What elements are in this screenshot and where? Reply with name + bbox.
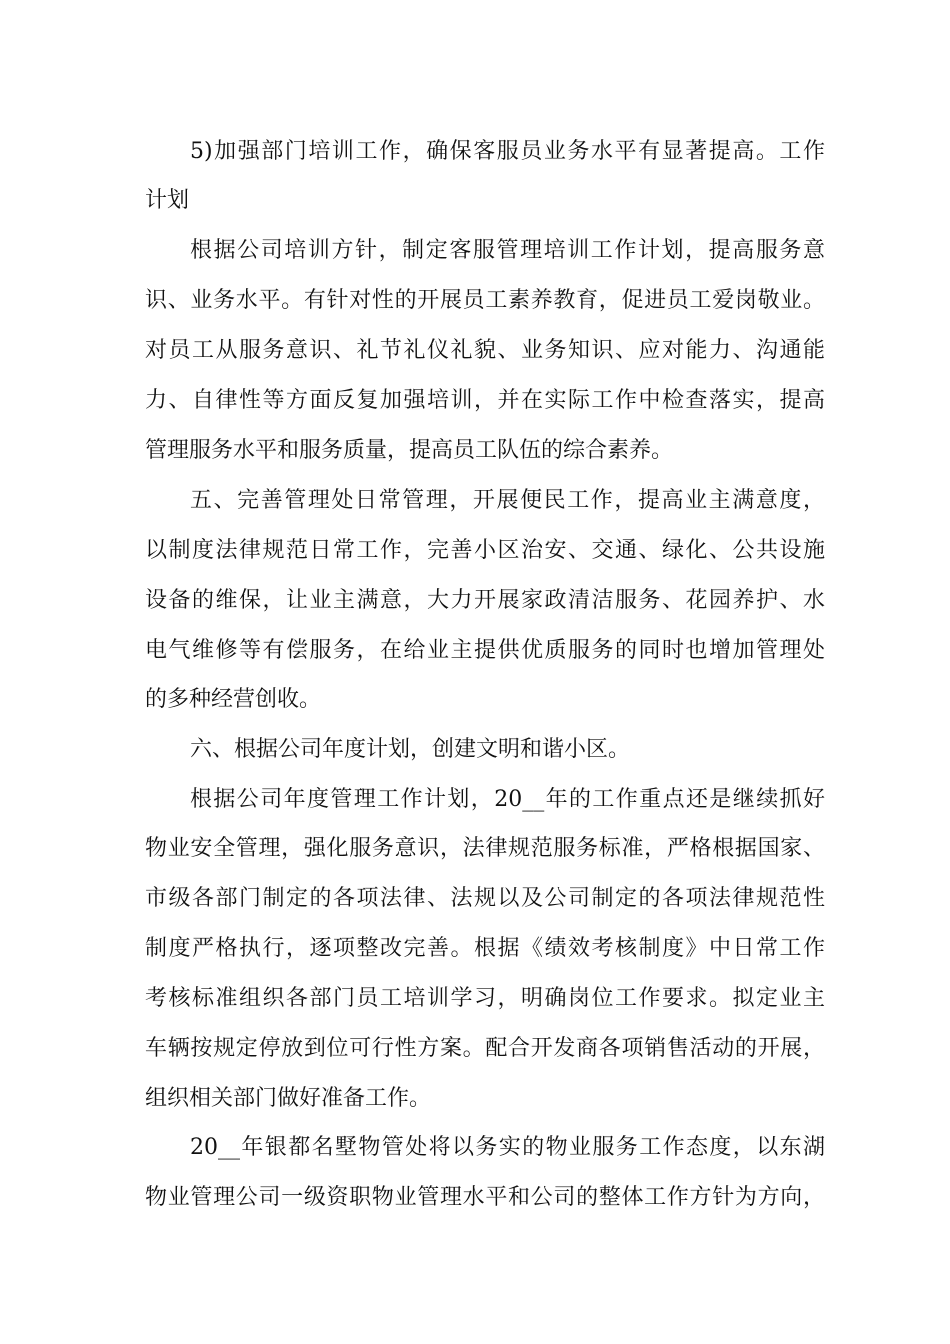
text-line: 市级各部门制定的各项法律、法规以及公司制定的各项法律规范性 — [145, 886, 825, 911]
text-line: 六、根据公司年度计划，创建文明和谐小区。 — [190, 737, 631, 762]
text-line: 电气维修等有偿服务，在给业主提供优质服务的同时也增加管理处 — [145, 638, 825, 663]
text-line: 20__年银都名墅物管处将以务实的物业服务工作态度，以东湖 — [190, 1135, 825, 1160]
text-line: 识、业务水平。有针对性的开展员工素养教育，促进员工爱岗敬业。 — [145, 288, 825, 313]
text-line: 制度严格执行，逐项整改完善。根据《绩效考核制度》中日常工作 — [145, 936, 825, 961]
text-line: 物业安全管理，强化服务意识，法律规范服务标准，严格根据国家、 — [145, 836, 825, 861]
text-line: 5)加强部门培训工作，确保客服员业务水平有显著提高。工作 — [190, 139, 825, 164]
text-line: 以制度法律规范日常工作，完善小区治安、交通、绿化、公共设施 — [145, 538, 825, 563]
text-line: 力、自律性等方面反复加强培训，并在实际工作中检查落实，提高 — [145, 388, 825, 413]
text-line: 的多种经营创收。 — [145, 687, 322, 712]
text-line: 组织相关部门做好准备工作。 — [145, 1086, 432, 1111]
text-line: 对员工从服务意识、礼节礼仪礼貌、业务知识、应对能力、沟通能 — [145, 338, 825, 363]
text-line: 计划 — [145, 188, 190, 213]
text-line: 管理服务水平和服务质量，提高员工队伍的综合素养。 — [145, 438, 674, 463]
text-line: 根据公司培训方针，制定客服管理培训工作计划，提高服务意 — [190, 238, 825, 263]
text-line: 考核标准组织各部门员工培训学习，明确岗位工作要求。拟定业主 — [145, 986, 825, 1011]
text-line: 车辆按规定停放到位可行性方案。配合开发商各项销售活动的开展， — [145, 1036, 825, 1061]
text-line: 五、完善管理处日常管理，开展便民工作，提高业主满意度， — [190, 488, 825, 513]
text-line: 物业管理公司一级资职物业管理水平和公司的整体工作方针为方向， — [145, 1185, 825, 1210]
text-line: 根据公司年度管理工作计划，20__年的工作重点还是继续抓好 — [190, 787, 825, 812]
text-line: 设备的维保，让业主满意，大力开展家政清洁服务、花园养护、水 — [145, 588, 825, 613]
